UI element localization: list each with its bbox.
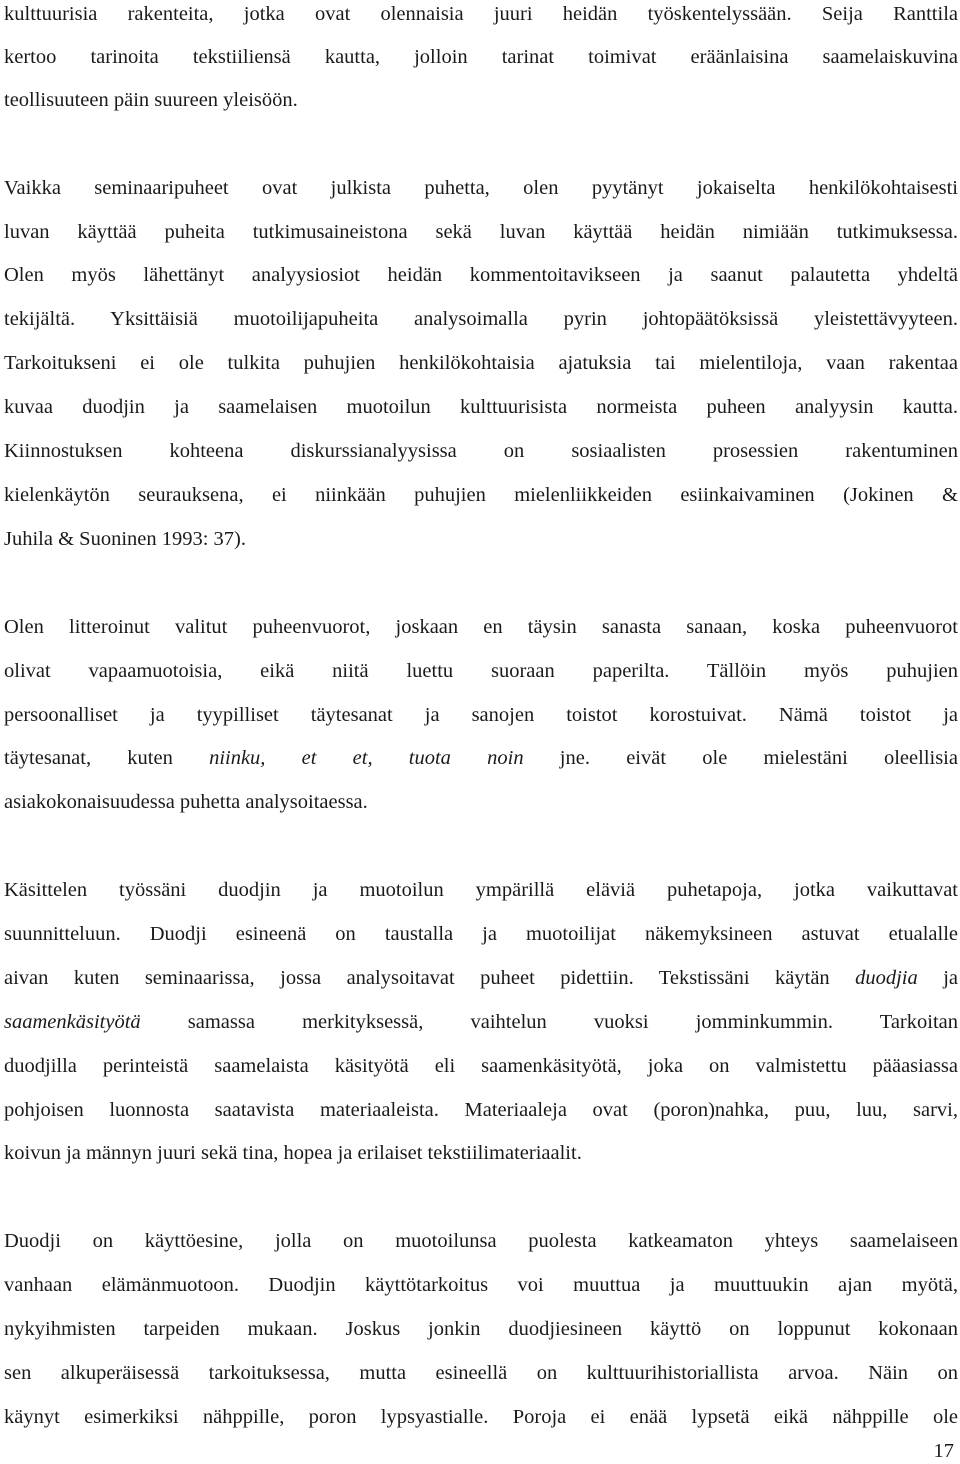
text-line xyxy=(4,965,958,991)
italic-term: saamenkäsityötä xyxy=(4,1011,141,1033)
text-line: Vaikka seminaaripuheet ovat julkista puhetta, olen pyytänyt jokaiselta henkilökohtaisesti xyxy=(4,177,958,199)
text-line: Kiinnostuksen kohteena diskurssianalyysissa on sosiaalisten prosessien rakentuminen xyxy=(4,440,958,462)
text-segment: jne. eivät ole mielestäni oleellisia xyxy=(523,747,958,769)
text-line: suunnitteluun. Duodji esineenä on taustalla ja muotoilijat näkemyksineen astuvat etualalle xyxy=(4,923,958,945)
text-segment: aivan kuten seminaarissa, jossa analysoitavat puheet pidettiin. Tekstissäni käytän xyxy=(4,967,856,989)
text-segment: ja xyxy=(917,967,959,989)
page-number: 17 xyxy=(933,1440,954,1462)
text-line: kielenkäytön seurauksena, ei niinkään puhujien mielenliikkeiden esiinkaivaminen (Jokinen & xyxy=(4,484,958,506)
text-line: nykyihmisten tarpeiden mukaan. Joskus jonkin duodjiesineen käyttö on loppunut kokonaan xyxy=(4,1318,958,1340)
text-line xyxy=(4,745,958,771)
text-line: Tarkoitukseni ei ole tulkita puhujien henkilökohtaisia ajatuksia tai mielentiloja, vaan rakentaa xyxy=(4,352,958,374)
text-line: kertoo tarinoita tekstiiliensä kautta, jolloin tarinat toimivat eräänlaisina saamelaiskuvina xyxy=(4,46,958,68)
text-line: vanhaan elämänmuotoon. Duodjin käyttötarkoitus voi muuttua ja muuttuukin ajan myötä, xyxy=(4,1274,958,1296)
italic-term: duodjia xyxy=(855,967,918,989)
text-segment: täytesanat, kuten xyxy=(4,747,210,769)
text-line: kuvaa duodjin ja saamelaisen muotoilun kulttuurisista normeista puheen analyysin kautta. xyxy=(4,396,958,418)
text-line: koivun ja männyn juuri sekä tina, hopea ja erilaiset tekstiilimateriaalit. xyxy=(4,1142,582,1164)
text-line: olivat vapaamuotoisia, eikä niitä luettu suoraan paperilta. Tällöin myös puhujien xyxy=(4,660,958,682)
text-line: duodjilla perinteistä saamelaista käsityötä eli saamenkäsityötä, joka on valmistettu pääasiassa xyxy=(4,1055,958,1077)
text-line: tekijältä. Yksittäisiä muotoilijapuheita analysoimalla pyrin johtopäätöksissä yleistettävyyteen. xyxy=(4,308,958,330)
text-line xyxy=(4,1009,958,1035)
text-line: Juhila & Suoninen 1993: 37). xyxy=(4,528,247,550)
text-line: asiakokonaisuudessa puhetta analysoitaessa. xyxy=(4,791,368,813)
text-line: pohjoisen luonnosta saatavista materiaaleista. Materiaaleja ovat (poron)nahka, puu, luu, sarvi, xyxy=(4,1099,958,1121)
text-line: Olen myös lähettänyt analyysiosiot heidän kommentoitavikseen ja saanut palautetta yhdeltä xyxy=(4,264,958,286)
text-segment: samassa merkityksessä, vaihtelun vuoksi jomminkummin. Tarkoitan xyxy=(140,1011,958,1033)
text-line: sen alkuperäisessä tarkoituksessa, mutta esineellä on kulttuurihistoriallista arvoa. Näin on xyxy=(4,1362,958,1384)
text-line: Duodji on käyttöesine, jolla on muotoilunsa puolesta katkeamaton yhteys saamelaiseen xyxy=(4,1230,958,1252)
text-line: Käsittelen työssäni duodjin ja muotoilun ympärillä eläviä puhetapoja, jotka vaikuttavat xyxy=(4,879,958,901)
text-line: teollisuuteen päin suureen yleisöön. xyxy=(4,89,298,111)
text-line: persoonalliset ja tyypilliset täytesanat ja sanojen toistot korostuivat. Nämä toistot ja xyxy=(4,704,958,726)
text-line: kulttuurisia rakenteita, jotka ovat olennaisia juuri heidän työskentelyssään. Seija Ranttila xyxy=(4,3,958,25)
text-line: luvan käyttää puheita tutkimusaineistona sekä luvan käyttää heidän nimiään tutkimuksessa. xyxy=(4,221,958,243)
text-line: käynyt esimerkiksi nähppille, poron lypsyastialle. Poroja ei enää lypsetä eikä nähppille ole xyxy=(4,1406,958,1428)
italic-term: niinku, et et, tuota noin xyxy=(209,747,524,769)
text-line: Olen litteroinut valitut puheenvuorot, joskaan en täysin sanasta sanaan, koska puheenvuorot xyxy=(4,616,958,638)
